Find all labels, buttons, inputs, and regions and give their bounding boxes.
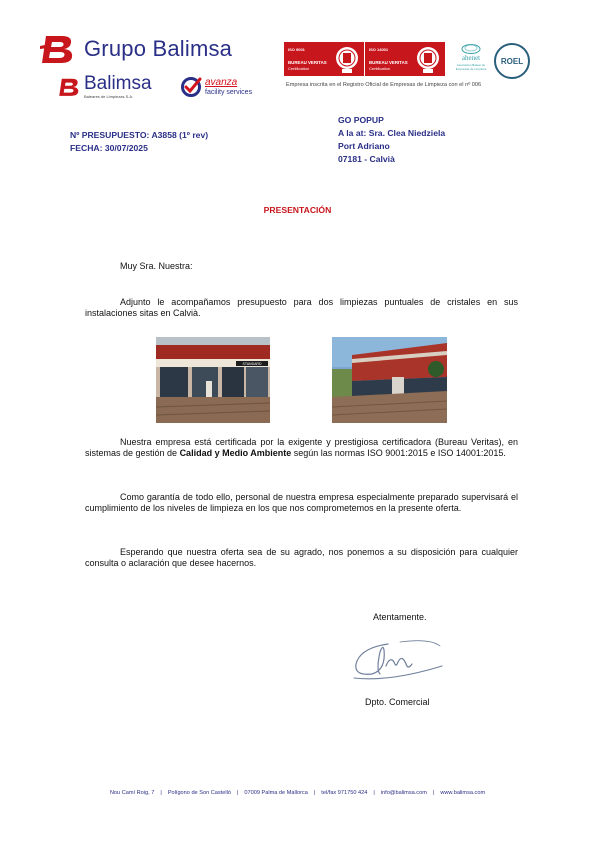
quote-date: FECHA: 30/07/2025 — [70, 142, 148, 153]
paragraph-intro: Adjunto le acompañamos presupuesto para dos limpiezas puntuales de cristales en sus instalaciones sitas en Calvià. — [85, 297, 518, 318]
recipient-company: GO POPUP — [338, 115, 384, 125]
recipient-block — [338, 114, 445, 166]
certification-text-after: según las normas ISO 9001:2015 e ISO 14001:2015. — [291, 447, 506, 458]
cert-code: ISO 9001 — [288, 47, 305, 52]
avanza-logo-tagline: facility services — [205, 88, 253, 96]
storefront-side-image — [332, 337, 447, 423]
closing-text: Atentamente. — [373, 612, 427, 622]
recipient-postal: 07181 - Calvià — [338, 154, 395, 164]
footer-email-link[interactable]: info@balimsa.com — [380, 790, 427, 796]
grupo-balimsa-logo — [40, 32, 232, 66]
quote-number: Nº PRESUPUESTO: A3858 (1º rev) — [70, 130, 209, 140]
salutation: Muy Sra. Nuestra: — [120, 261, 193, 271]
balimsa-logo — [58, 74, 152, 100]
footer-separator: | — [313, 790, 316, 796]
certification-text-bold: Calidad y Medio Ambiente — [179, 447, 292, 458]
avanza-check-icon — [180, 76, 202, 98]
cert-code: ISO 14001 — [369, 47, 389, 52]
footer-phone: tel/fax 971750 424 — [321, 790, 368, 796]
iso-14001-cert-badge — [365, 42, 445, 76]
roel-logo — [494, 43, 530, 79]
avanza-logo — [180, 76, 252, 98]
footer-separator: | — [160, 790, 162, 796]
iso-9001-cert-badge — [284, 42, 364, 76]
company-logo-tagline: Baleares de Limpiezas S.A. — [84, 94, 134, 99]
ahenet-ring-icon — [461, 42, 481, 54]
recipient-location: Port Adriano — [338, 141, 390, 151]
cert-body: BUREAU VERITAS — [369, 60, 408, 65]
paragraph-closing: Esperando que nuestra oferta sea de su agrado, nos ponemos a su disposición para cualquier consulta o aclaración que desee hacernos. — [85, 547, 518, 568]
footer-area: Polígono de Son Castelló — [167, 790, 231, 796]
roel-logo-text: ROEL — [500, 56, 524, 66]
group-logo-text: Grupo Balimsa — [84, 36, 233, 61]
footer-city: 07009 Palma de Mallorca — [244, 790, 308, 796]
storefront-front-image — [156, 337, 270, 423]
footer-separator: | — [432, 790, 435, 796]
cert-label: Certification — [288, 66, 310, 71]
footer-separator: | — [236, 790, 239, 796]
paragraph-guarantee: Como garantía de todo ello, personal de nuestra empresa especialmente preparado supervisará el cumplimiento de los niveles de limpieza en los que nos comprometemos en la presente oferta. — [85, 492, 518, 513]
ahenet-logo — [453, 42, 489, 78]
photo-sign-text: STANDARD — [242, 362, 262, 366]
registry-note: Empresa inscrita en el Registro Oficial de Empresas de Limpieza con el nº 006 — [286, 82, 482, 88]
storefront-photo-front — [156, 337, 270, 423]
cert-label: Certification — [369, 66, 391, 71]
balimsa-b-logo-icon — [40, 32, 78, 66]
section-title: PRESENTACIÓN — [263, 205, 332, 215]
footer — [0, 790, 595, 796]
balimsa-small-b-icon — [58, 76, 82, 98]
bureau-veritas-seal-icon — [333, 44, 361, 74]
storefront-photo-side — [332, 337, 447, 423]
ahenet-logo-text: ahenet — [461, 54, 481, 62]
certification-text-before: Nuestra empresa está certificada por la exigente y prestigiosa certificadora (Bureau Veritas), en sistemas de gestión de — [85, 437, 518, 458]
footer-address: Nou Camí Roig, 7 — [109, 790, 155, 796]
company-logo-text: Balimsa — [84, 73, 152, 94]
footer-web-link[interactable]: www.balimsa.com — [440, 790, 486, 796]
recipient-attention: A la at: Sra. Clea Niedziela — [338, 128, 446, 138]
department-signoff: Dpto. Comercial — [365, 697, 430, 707]
handwritten-signature — [350, 636, 450, 686]
quote-meta — [70, 129, 208, 154]
ahenet-logo-tagline: Asociación Balear de Empresas de Limpieza — [455, 63, 487, 71]
footer-separator: | — [373, 790, 375, 796]
avanza-logo-text: avanza — [205, 76, 238, 88]
paragraph-certification — [85, 437, 518, 458]
bureau-veritas-seal-icon — [414, 44, 442, 74]
cert-body: BUREAU VERITAS — [288, 60, 327, 65]
